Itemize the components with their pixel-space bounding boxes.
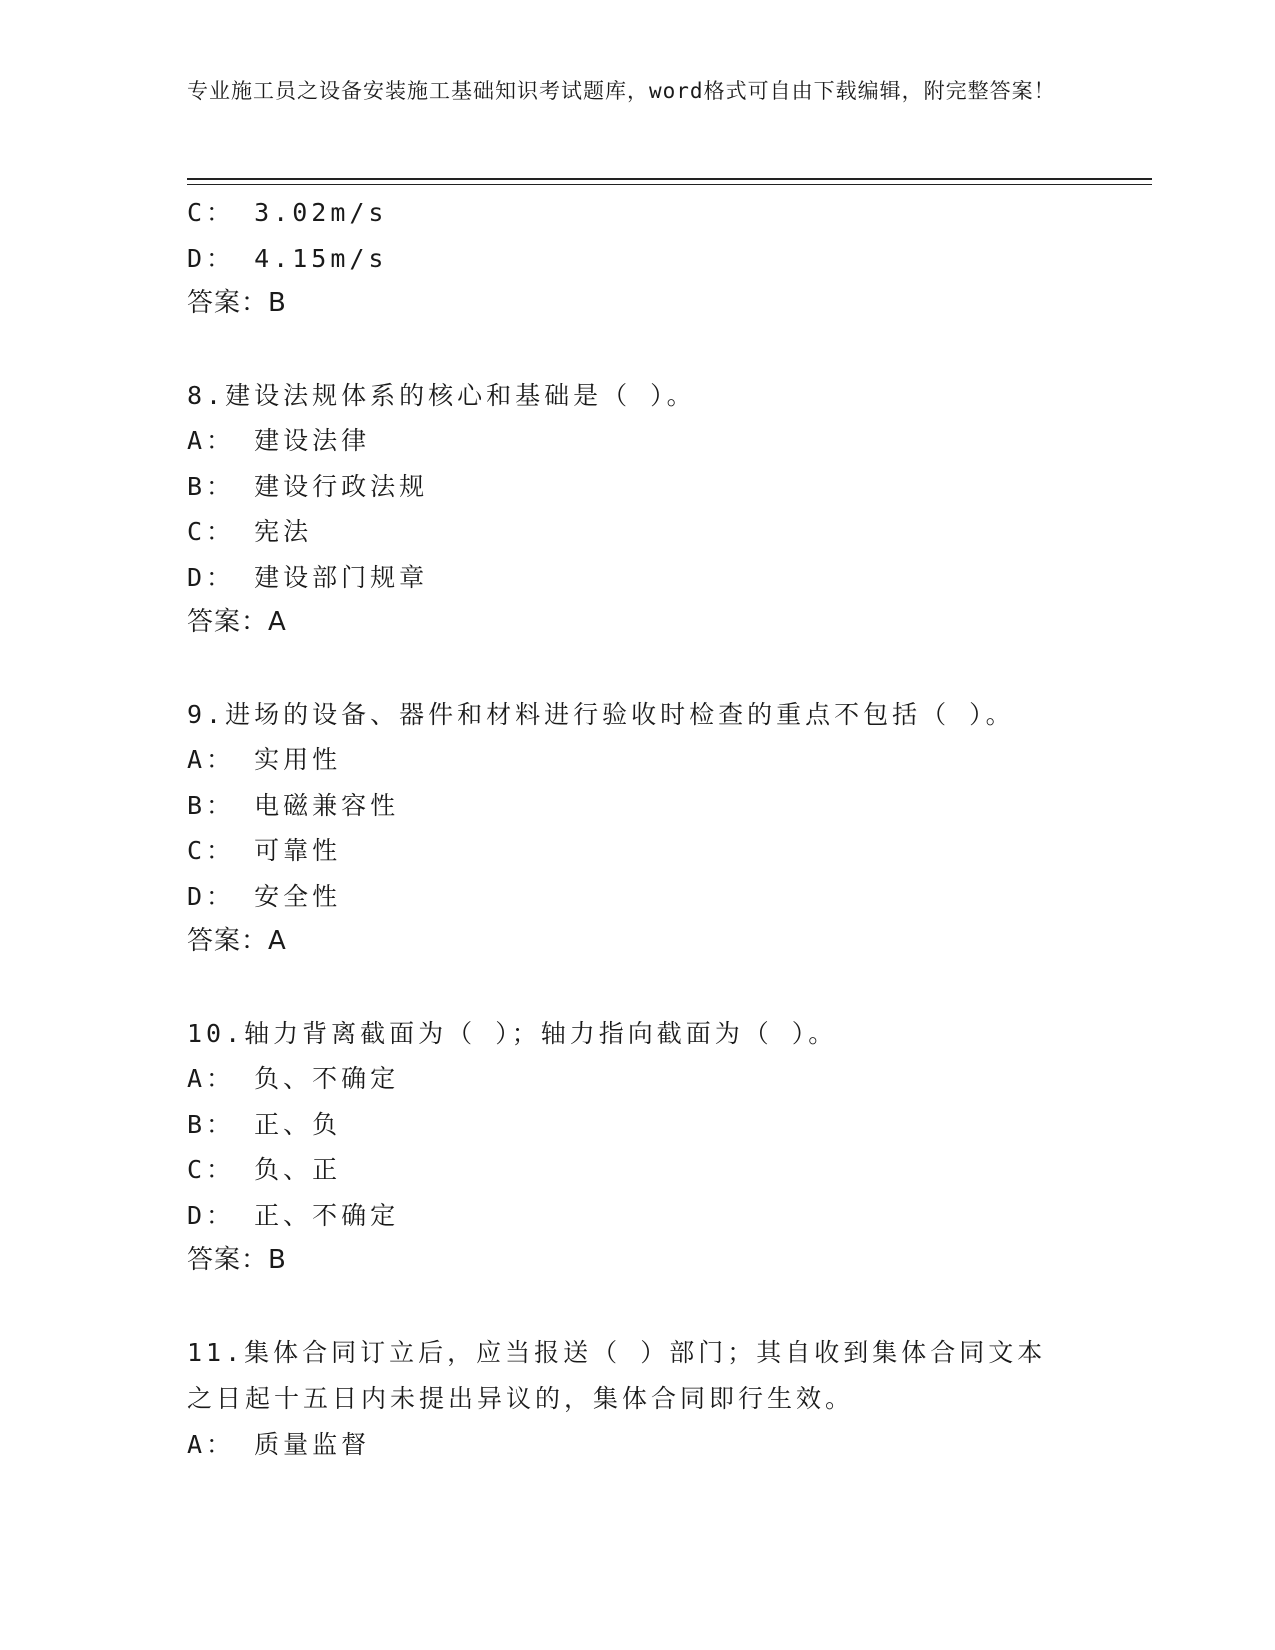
- option-a: A： 负、不确定: [187, 1064, 400, 1093]
- question-list: [187, 190, 1087, 1467]
- header-divider: [187, 178, 1152, 180]
- option-c: C： 可靠性: [187, 836, 342, 865]
- spacer: [187, 965, 1087, 1011]
- option-c: C： 宪法: [187, 517, 313, 546]
- option-b: B： 建设行政法规: [187, 471, 429, 501]
- spacer: [187, 327, 1087, 373]
- option-a: A： 建设法律: [187, 426, 371, 455]
- option-a: A： 实用性: [187, 745, 342, 774]
- answer-line: 答案：B: [187, 288, 287, 318]
- question-block-11: [187, 1330, 1087, 1468]
- question-block-9: [187, 692, 1087, 965]
- option-b: B： 正、负: [187, 1109, 342, 1139]
- option-a: A： 质量监督: [187, 1429, 371, 1459]
- option-b: B： 电磁兼容性: [187, 790, 400, 820]
- spacer: [187, 1284, 1087, 1330]
- option-d: D： 正、不确定: [187, 1200, 400, 1230]
- header-divider-thin: [187, 184, 1152, 185]
- question-stem: 8.建设法规体系的核心和基础是（ ）。: [187, 380, 696, 410]
- answer-line: 答案：B: [187, 1245, 287, 1275]
- option-d: D： 4.15m/s: [187, 243, 388, 273]
- question-block-10: [187, 1011, 1087, 1284]
- spacer: [187, 646, 1087, 692]
- page-header: [187, 73, 1067, 109]
- option-c: C： 3.02m/s: [187, 198, 388, 227]
- question-stem: 9.进场的设备、器件和材料进行验收时检查的重点不包括（ ）。: [187, 699, 1015, 729]
- option-c: C： 负、正: [187, 1155, 342, 1184]
- question-block-7: [187, 190, 1087, 327]
- option-d: D： 安全性: [187, 881, 342, 911]
- question-stem: 10.轴力背离截面为（ ）；轴力指向截面为（ ）。: [187, 1018, 838, 1048]
- option-d: D： 建设部门规章: [187, 562, 429, 592]
- question-block-8: [187, 373, 1087, 646]
- answer-line: 答案：A: [187, 607, 287, 637]
- header-title: 专业施工员之设备安装施工基础知识考试题库，word格式可自由下载编辑，附完整答案！: [187, 79, 1056, 103]
- question-stem: 11.集体合同订立后，应当报送（ ）部门；其自收到集体合同文本之日起十五日内未提出异议的，集体合同即行生效。: [187, 1337, 1047, 1413]
- answer-line: 答案：A: [187, 926, 287, 956]
